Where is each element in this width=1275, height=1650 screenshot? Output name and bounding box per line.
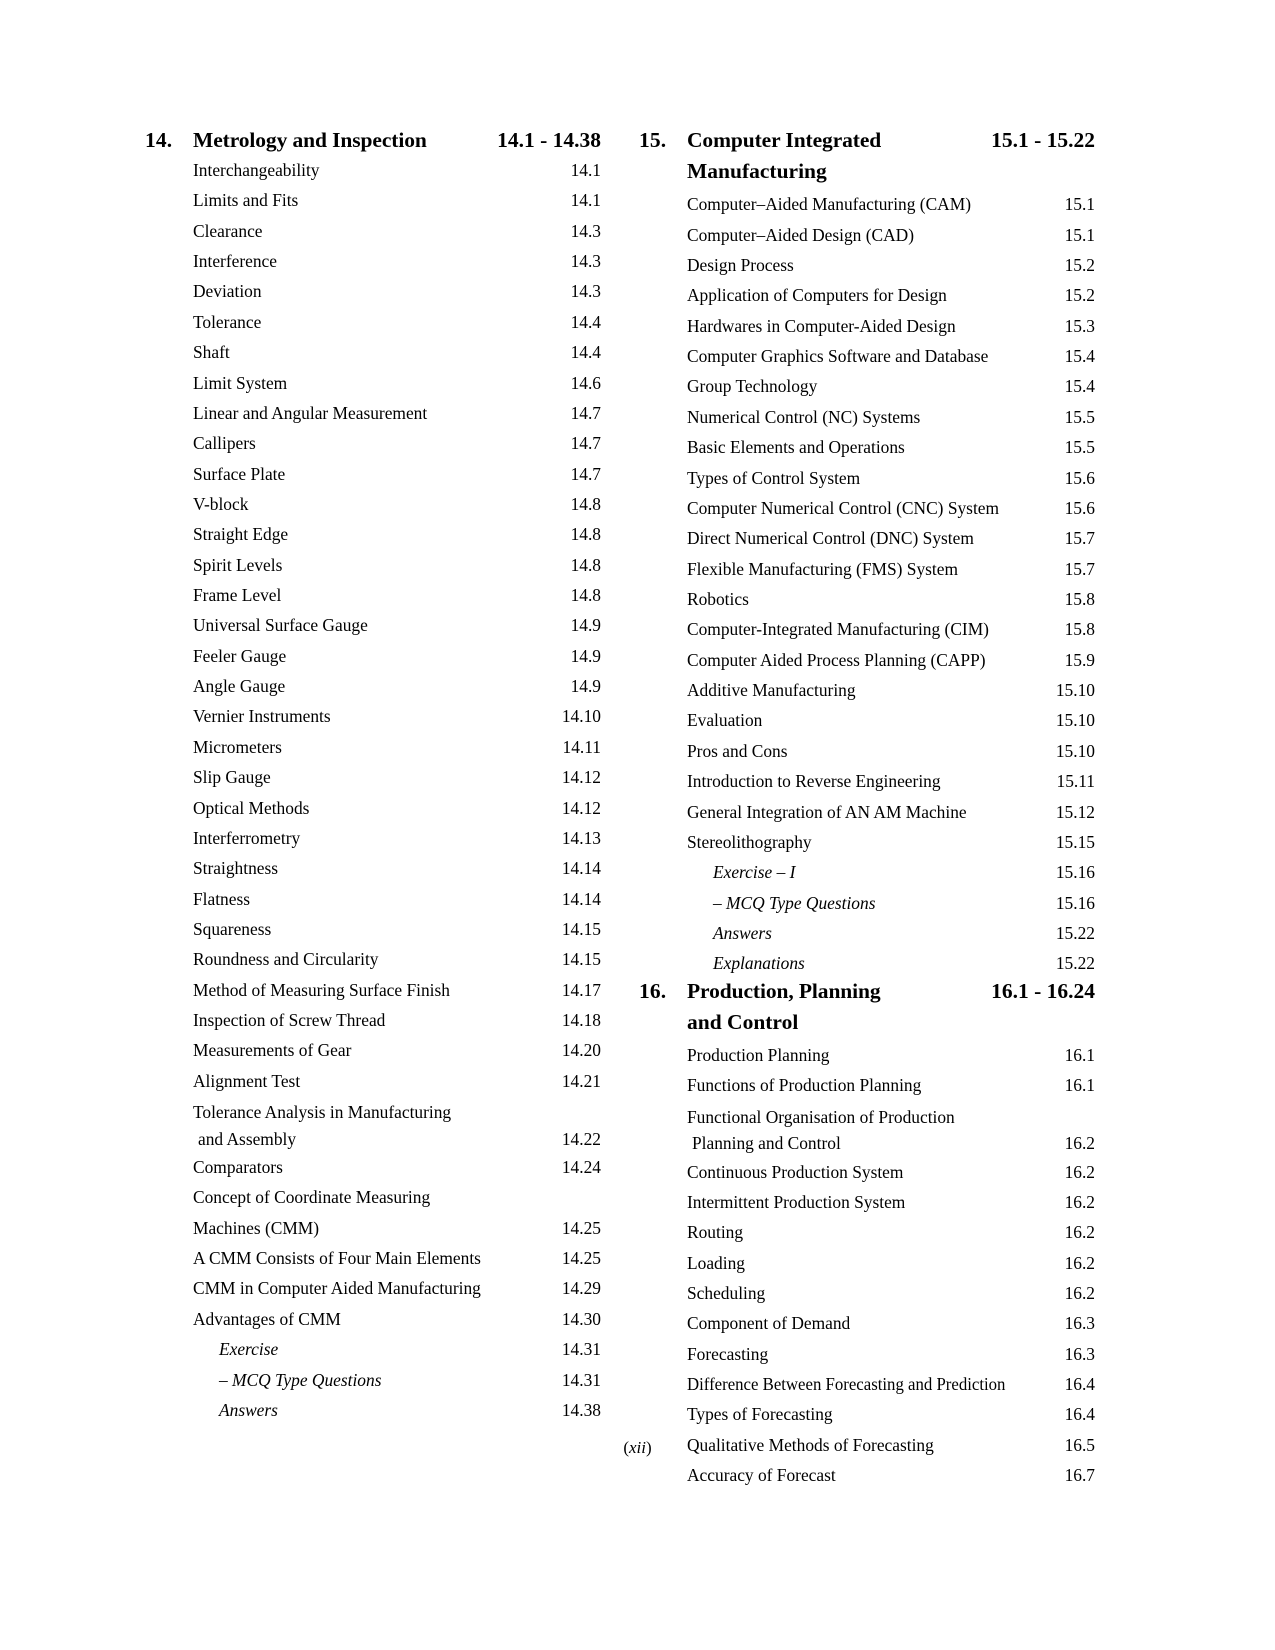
toc-entry-label: Spirit Levels — [193, 554, 283, 575]
toc-entry — [145, 337, 601, 367]
toc-entry — [639, 1040, 1095, 1070]
toc-entry-list-16 — [639, 1040, 1095, 1491]
toc-entry-page-number: 14.12 — [561, 797, 601, 818]
toc-entry — [145, 216, 601, 246]
toc-entry — [145, 246, 601, 276]
toc-entry — [639, 614, 1095, 644]
toc-entry — [145, 398, 601, 428]
toc-entry — [639, 1157, 1095, 1187]
toc-entry-page-number: 14.7 — [570, 402, 601, 423]
toc-entry — [639, 189, 1095, 219]
toc-entry-label: Angle Gauge — [193, 676, 286, 697]
toc-entry-label: Flatness — [193, 888, 251, 909]
toc-entry-page-number: 14.15 — [561, 918, 601, 939]
toc-entry — [639, 645, 1095, 675]
toc-entry-label: Deviation — [193, 281, 262, 302]
toc-entry-page-number: 14.21 — [561, 1070, 601, 1091]
toc-entry — [639, 523, 1095, 553]
toc-entry-label: Continuous Production System — [687, 1161, 904, 1182]
toc-entry-label: Introduction to Reverse Engineering — [687, 771, 941, 792]
page-footer — [0, 1438, 1275, 1458]
toc-entry-page-number: 14.8 — [570, 554, 601, 575]
toc-entry — [145, 1005, 601, 1035]
chapter-heading-16 — [639, 979, 1095, 1004]
toc-entry-label: Flexible Manufacturing (FMS) System — [687, 558, 958, 579]
toc-entry-page-number: 14.7 — [570, 433, 601, 454]
toc-entry-page-number: 14.20 — [561, 1040, 601, 1061]
toc-entry-page-number: 16.3 — [1064, 1313, 1095, 1334]
toc-entry-page-number: 14.1 — [570, 190, 601, 211]
toc-entry — [145, 853, 601, 883]
toc-entry — [145, 368, 601, 398]
toc-entry — [145, 489, 601, 519]
toc-entry — [145, 276, 601, 306]
toc-entry-page-number: 14.4 — [570, 311, 601, 332]
toc-entry-label: Surface Plate — [193, 463, 286, 484]
toc-entry — [145, 1182, 601, 1243]
toc-entry-list-14 — [145, 155, 601, 1425]
toc-entry — [639, 705, 1095, 735]
toc-entry-label: Explanations — [713, 953, 805, 974]
toc-entry — [145, 307, 601, 337]
toc-entry — [145, 641, 601, 671]
toc-entry-label: Comparators — [193, 1157, 283, 1178]
toc-entry — [145, 732, 601, 762]
toc-entry-label: Functions of Production Planning — [687, 1075, 922, 1096]
toc-entry — [639, 857, 1095, 887]
toc-entry — [145, 793, 601, 823]
toc-entry-page-number: 15.10 — [1055, 740, 1095, 761]
toc-entry-page-number: 14.9 — [570, 645, 601, 666]
toc-entry-page-number: 16.2 — [1064, 1283, 1095, 1304]
toc-entry-page-number: 14.31 — [561, 1369, 601, 1390]
toc-entry-label: Interferrometry — [193, 827, 301, 848]
toc-entry-page-number: 15.1 — [1064, 224, 1095, 245]
toc-entry-label: Micrometers — [193, 736, 282, 757]
toc-entry-label: Routing — [687, 1222, 744, 1243]
toc-entry-page-number: 14.14 — [561, 888, 601, 909]
toc-entry-label: Types of Control System — [687, 467, 861, 488]
toc-entry-label: Numerical Control (NC) Systems — [687, 406, 921, 427]
toc-entry-page-number: 15.12 — [1055, 801, 1095, 822]
toc-entry-label: Qualitative Methods of Forecasting — [687, 1434, 934, 1455]
toc-entry-page-number: 14.8 — [570, 493, 601, 514]
toc-entry-label: Exercise — [219, 1339, 279, 1360]
toc-entry-label: Slip Gauge — [193, 767, 271, 788]
toc-entry-page-number: 15.7 — [1064, 528, 1095, 549]
chapter-number: 14. — [145, 128, 173, 152]
toc-entry-label: V-block — [193, 493, 249, 514]
toc-entry-label: – MCQ Type Questions — [713, 892, 876, 913]
toc-entry-page-number: 16.3 — [1064, 1343, 1095, 1364]
toc-entry — [145, 550, 601, 580]
toc-entry-label: – MCQ Type Questions — [219, 1369, 382, 1390]
toc-entry-label: Linear and Angular Measurement — [193, 402, 428, 423]
toc-entry-label: Component of Demand — [687, 1313, 851, 1334]
toc-entry-label: Feeler Gauge — [193, 645, 287, 666]
toc-entry-page-number: 15.6 — [1064, 467, 1095, 488]
toc-entry-label: Planning and Control — [692, 1133, 841, 1154]
toc-entry-label: Squareness — [193, 918, 272, 939]
toc-entry — [639, 888, 1095, 918]
toc-entry — [639, 736, 1095, 766]
toc-entry-label-line1: Tolerance Analysis in Manufacturing — [193, 1102, 452, 1123]
toc-entry-label: Types of Forecasting — [687, 1404, 833, 1425]
toc-entry — [639, 463, 1095, 493]
toc-entry — [639, 554, 1095, 584]
toc-entry-label: Scheduling — [687, 1283, 766, 1304]
chapter-page-range: 15.1 - 15.22 — [991, 128, 1095, 152]
toc-entry-label: Intermittent Production System — [687, 1191, 906, 1212]
toc-entry-label: Pros and Cons — [687, 740, 788, 761]
toc-entry-page-number: 15.10 — [1055, 680, 1095, 701]
toc-entry-page-number: 14.38 — [561, 1399, 601, 1420]
toc-entry-label: Interchangeability — [193, 160, 320, 180]
toc-entry-page-number: 16.2 — [1064, 1161, 1095, 1182]
toc-entry-label: Computer Aided Process Planning (CAPP) — [687, 649, 986, 670]
toc-entry-page-number: 16.2 — [1064, 1252, 1095, 1273]
toc-entry — [145, 944, 601, 974]
toc-entry-page-number: 15.4 — [1064, 346, 1095, 367]
toc-entry-page-number: 14.14 — [561, 858, 601, 879]
toc-entry — [145, 1273, 601, 1303]
toc-entry-page-number: 15.22 — [1055, 922, 1095, 943]
chapter-title-line2: Manufacturing — [687, 159, 827, 183]
toc-entry — [145, 762, 601, 792]
toc-entry-label: Computer–Aided Manufacturing (CAM) — [687, 194, 971, 215]
chapter-heading-14 — [145, 128, 601, 153]
toc-entry-label: Group Technology — [687, 376, 818, 397]
toc-entry — [639, 918, 1095, 948]
chapter-title: Metrology and Inspection — [193, 128, 427, 152]
toc-entry-page-number: 14.22 — [561, 1128, 601, 1149]
toc-entry — [639, 1248, 1095, 1278]
toc-entry — [639, 1101, 1095, 1157]
toc-entry-label: Accuracy of Forecast — [687, 1465, 836, 1486]
toc-entry — [639, 1070, 1095, 1100]
toc-entry — [639, 1278, 1095, 1308]
toc-entry-page-number: 15.8 — [1064, 588, 1095, 609]
toc-entry — [145, 185, 601, 215]
toc-entry-label: Direct Numerical Control (DNC) System — [687, 528, 974, 549]
toc-entry-label: Frame Level — [193, 585, 282, 606]
toc-entry — [639, 1187, 1095, 1217]
toc-entry — [639, 402, 1095, 432]
toc-entry-page-number: 16.4 — [1064, 1374, 1095, 1395]
toc-entry-page-number: 14.3 — [570, 251, 601, 272]
toc-entry-label: Roundness and Circularity — [193, 949, 379, 970]
toc-entry — [145, 610, 601, 640]
chapter-page-range: 14.1 - 14.38 — [497, 128, 601, 152]
toc-entry-label: Basic Elements and Operations — [687, 437, 905, 458]
toc-entry-page-number: 14.6 — [570, 372, 601, 393]
toc-entry-page-number: 16.2 — [1064, 1191, 1095, 1212]
toc-entry-page-number: 14.12 — [561, 767, 601, 788]
toc-entry — [145, 459, 601, 489]
toc-entry-page-number: 14.11 — [562, 736, 601, 757]
toc-entry-label: Difference Between Forecasting and Prediction — [687, 1374, 1006, 1395]
toc-entry-label-line1: Functional Organisation of Production — [687, 1106, 955, 1127]
toc-entry-label: Loading — [687, 1252, 745, 1273]
toc-entry-label: Vernier Instruments — [193, 706, 331, 727]
toc-entry-label: Answers — [713, 922, 772, 943]
toc-entry-page-number: 16.1 — [1064, 1044, 1095, 1065]
toc-entry — [639, 371, 1095, 401]
toc-entry-line2 — [193, 1213, 601, 1243]
toc-entry — [639, 280, 1095, 310]
toc-entry-page-number: 15.10 — [1055, 710, 1095, 731]
toc-entry-page-number: 15.5 — [1064, 406, 1095, 427]
chapter-number: 16. — [639, 978, 667, 1003]
toc-entry — [639, 432, 1095, 462]
toc-entry-label: Universal Surface Gauge — [193, 615, 368, 636]
toc-entry-page-number: 14.4 — [570, 342, 601, 363]
toc-entry — [639, 1399, 1095, 1429]
toc-entry — [145, 701, 601, 731]
toc-entry-page-number: 15.11 — [1056, 771, 1095, 792]
toc-entry-page-number: 15.16 — [1055, 862, 1095, 883]
toc-entry — [145, 671, 601, 701]
page-number: xii — [629, 1438, 646, 1457]
toc-entry-page-number: 14.9 — [570, 676, 601, 697]
toc-entry-label: Design Process — [687, 255, 794, 276]
toc-entry-label: Computer-Integrated Manufacturing (CIM) — [687, 619, 989, 640]
toc-entry-label: Stereolithography — [687, 831, 812, 852]
toc-entry — [639, 250, 1095, 280]
toc-entry — [145, 1243, 601, 1273]
toc-entry-label: Straight Edge — [193, 524, 289, 545]
toc-entry-page-number: 15.9 — [1064, 649, 1095, 670]
toc-entry-label: Shaft — [193, 342, 230, 363]
toc-entry-label: Answers — [219, 1399, 278, 1420]
toc-entry-label: Method of Measuring Surface Finish — [193, 979, 450, 1000]
toc-entry — [639, 827, 1095, 857]
toc-entry-page-number: 16.2 — [1064, 1133, 1095, 1154]
toc-entry-page-number: 14.9 — [570, 615, 601, 636]
toc-entry — [639, 493, 1095, 523]
toc-entry-line2 — [687, 1130, 1095, 1156]
toc-entry-page-number: 15.8 — [1064, 619, 1095, 640]
toc-entry-page-number: 14.25 — [561, 1217, 601, 1238]
toc-entry-page-number: 15.4 — [1064, 376, 1095, 397]
toc-entry — [639, 1217, 1095, 1247]
toc-entry-label: A CMM Consists of Four Main Elements — [193, 1248, 481, 1269]
toc-entry-page-number: 15.22 — [1055, 953, 1095, 974]
toc-entry-label: General Integration of AN AM Machine — [687, 801, 967, 822]
toc-entry — [639, 311, 1095, 341]
toc-entry-page-number: 16.2 — [1064, 1222, 1095, 1243]
toc-entry — [639, 766, 1095, 796]
toc-entry-label: Inspection of Screw Thread — [193, 1010, 386, 1031]
toc-entry-page-number: 14.3 — [570, 281, 601, 302]
toc-entry-label-line1: Concept of Coordinate Measuring — [193, 1187, 431, 1208]
toc-entry-page-number: 15.5 — [1064, 437, 1095, 458]
toc-entry-label: Alignment Test — [193, 1070, 301, 1091]
toc-entry — [639, 584, 1095, 614]
toc-entry-page-number: 15.3 — [1064, 315, 1095, 336]
toc-entry-label: Computer Numerical Control (CNC) System — [687, 497, 1000, 518]
toc-entry — [145, 1334, 601, 1364]
chapter-title: Computer Integrated — [687, 128, 882, 152]
toc-columns — [145, 128, 1095, 1491]
toc-entry-page-number: 15.7 — [1064, 558, 1095, 579]
toc-entry-page-number: 14.15 — [561, 949, 601, 970]
toc-entry — [145, 914, 601, 944]
toc-entry — [145, 519, 601, 549]
toc-entry-page-number: 14.13 — [561, 827, 601, 848]
toc-entry-label: Interference — [193, 251, 277, 272]
toc-entry-page-number: 16.1 — [1064, 1075, 1095, 1096]
toc-entry — [639, 675, 1095, 705]
toc-entry — [145, 1365, 601, 1395]
toc-right-column — [639, 128, 1095, 1491]
toc-entry-page-number: 14.7 — [570, 463, 601, 484]
toc-entry-label: and Assembly — [198, 1128, 297, 1149]
toc-entry-label: Additive Manufacturing — [687, 680, 856, 701]
chapter-title: Production, Planning — [687, 978, 881, 1003]
toc-entry-page-number: 14.29 — [561, 1278, 601, 1299]
toc-entry — [145, 975, 601, 1005]
toc-entry-page-number: 14.8 — [570, 524, 601, 545]
toc-entry-label: Hardwares in Computer-Aided Design — [687, 315, 956, 336]
toc-entry — [639, 797, 1095, 827]
toc-entry-label: Callipers — [193, 433, 256, 454]
toc-entry — [145, 1304, 601, 1334]
toc-entry-label: Machines (CMM) — [193, 1217, 320, 1238]
toc-entry-label: Limits and Fits — [193, 190, 299, 211]
toc-entry-list-15 — [639, 189, 1095, 978]
toc-entry-page-number: 14.1 — [570, 160, 601, 180]
toc-entry — [639, 1339, 1095, 1369]
toc-entry-page-number: 14.3 — [570, 220, 601, 241]
toc-entry-label: Application of Computers for Design — [687, 285, 947, 306]
toc-entry-page-number: 16.7 — [1064, 1465, 1095, 1486]
toc-entry-label: Clearance — [193, 220, 263, 241]
toc-entry-label: Limit System — [193, 372, 288, 393]
toc-entry — [145, 823, 601, 853]
toc-entry — [639, 948, 1095, 978]
toc-entry-page-number: 15.1 — [1064, 194, 1095, 215]
toc-entry-label: Robotics — [687, 588, 749, 609]
toc-entry-page-number: 14.8 — [570, 585, 601, 606]
toc-entry-page-number: 16.4 — [1064, 1404, 1095, 1425]
toc-entry-label: Production Planning — [687, 1044, 830, 1065]
toc-entry-page-number: 14.30 — [561, 1308, 601, 1329]
toc-entry-line2 — [193, 1126, 601, 1152]
toc-entry — [639, 1369, 1095, 1399]
toc-entry-page-number: 15.2 — [1064, 285, 1095, 306]
toc-entry-label: CMM in Computer Aided Manufacturing — [193, 1278, 481, 1299]
toc-entry-label: Forecasting — [687, 1343, 769, 1364]
toc-entry-label: Advantages of CMM — [193, 1308, 341, 1329]
toc-entry-page-number: 14.18 — [561, 1010, 601, 1031]
toc-entry-page-number: 14.31 — [561, 1339, 601, 1360]
toc-entry-page-number: 15.2 — [1064, 255, 1095, 276]
toc-entry-page-number: 14.24 — [561, 1157, 601, 1178]
toc-entry — [145, 884, 601, 914]
chapter-heading-15 — [639, 128, 1095, 153]
toc-entry — [145, 1066, 601, 1096]
toc-entry-label: Computer–Aided Design (CAD) — [687, 224, 915, 245]
toc-entry-label: Straightness — [193, 858, 279, 879]
toc-entry-label: Evaluation — [687, 710, 763, 731]
toc-entry-page-number: 15.15 — [1055, 831, 1095, 852]
toc-entry-page-number: 14.17 — [561, 979, 601, 1000]
toc-entry-label: Tolerance — [193, 311, 262, 332]
toc-entry — [145, 1096, 601, 1152]
toc-entry — [145, 428, 601, 458]
toc-entry — [145, 1395, 601, 1425]
toc-entry — [145, 155, 601, 185]
toc-entry-page-number: 15.16 — [1055, 892, 1095, 913]
toc-entry-label: Computer Graphics Software and Database — [687, 346, 989, 367]
toc-entry-label: Measurements of Gear — [193, 1040, 352, 1061]
toc-entry-page-number: 16.5 — [1064, 1434, 1095, 1455]
footer-paren-close: ) — [646, 1438, 652, 1457]
toc-left-column — [145, 128, 601, 1491]
toc-entry-label: Optical Methods — [193, 797, 310, 818]
toc-entry — [639, 220, 1095, 250]
toc-entry-page-number: 15.6 — [1064, 497, 1095, 518]
toc-entry — [145, 1035, 601, 1065]
toc-entry-page-number: 14.10 — [561, 706, 601, 727]
chapter-number: 15. — [639, 128, 667, 152]
toc-entry — [639, 1308, 1095, 1338]
footer-paren-open: ( — [623, 1438, 629, 1457]
toc-entry-page-number: 14.25 — [561, 1248, 601, 1269]
toc-entry-label: Exercise – I — [713, 862, 796, 883]
toc-entry — [145, 580, 601, 610]
toc-entry — [145, 1152, 601, 1182]
toc-entry — [639, 341, 1095, 371]
chapter-title-line2: and Control — [687, 1009, 799, 1034]
chapter-page-range: 16.1 - 16.24 — [991, 978, 1095, 1003]
toc-entry — [639, 1460, 1095, 1490]
